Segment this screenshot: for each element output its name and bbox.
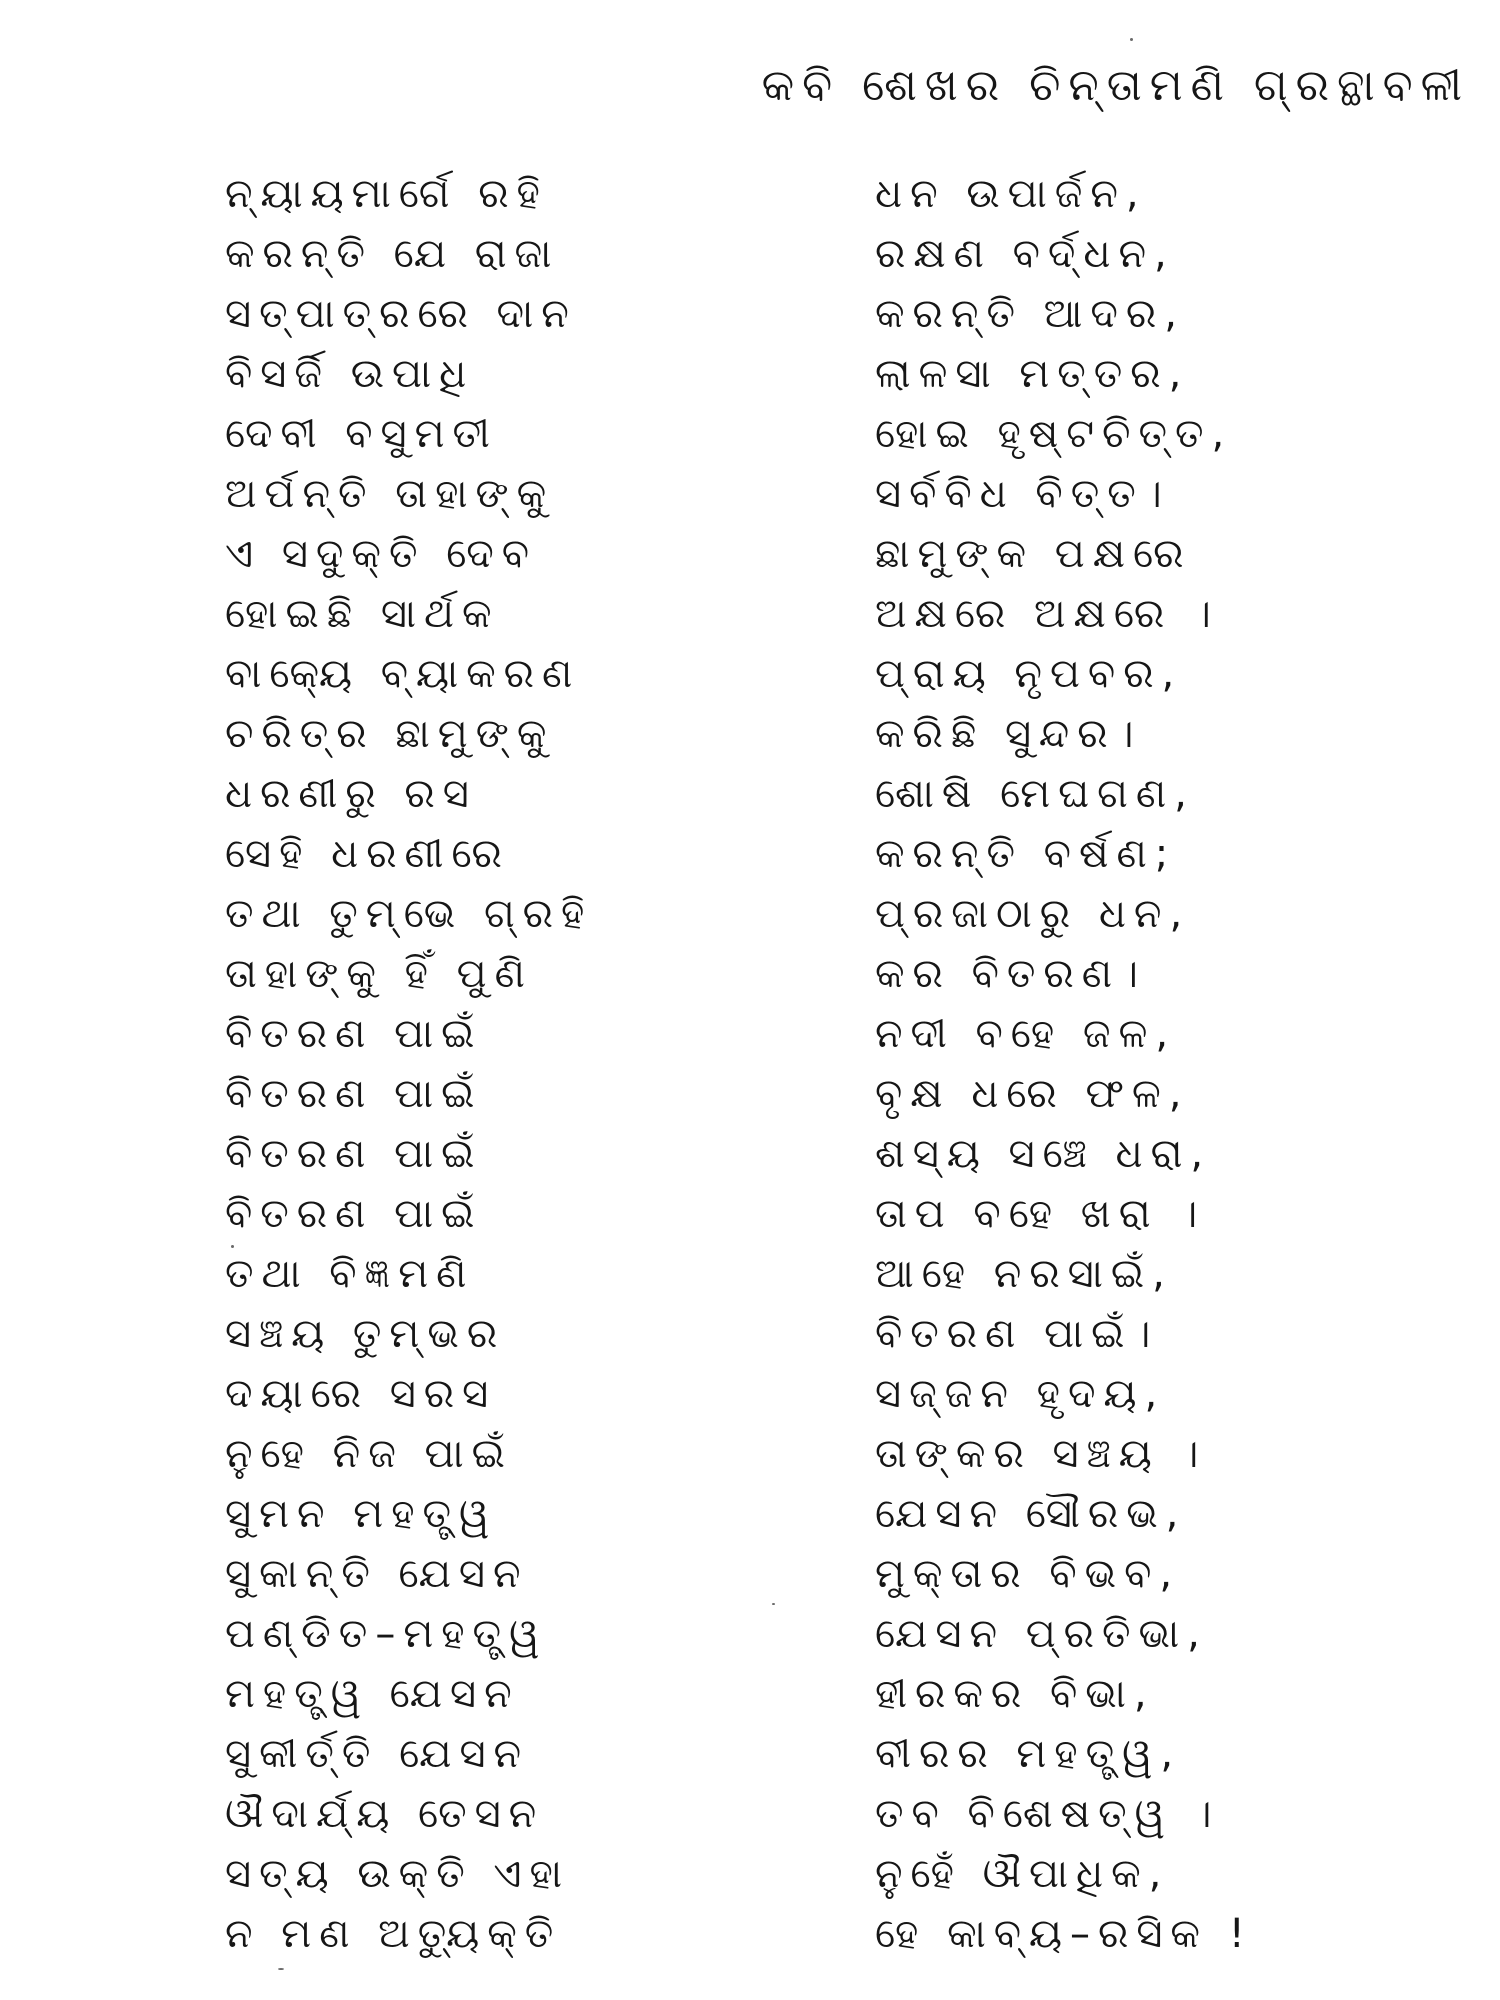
poem-line-second-half: ତାଙ୍କର ସଞ୍ଚୟ । bbox=[875, 1431, 1207, 1477]
poem-line bbox=[0, 164, 1500, 224]
poem-line-second-half: ଯେସନ ପ୍ରତିଭା, bbox=[875, 1611, 1208, 1657]
poem-line-second-half: ଶସ୍ୟ ସଞ୍ଚେ ଧରା, bbox=[875, 1131, 1212, 1177]
poem-line-first-half: ସତ୍‌ପାତ୍ରରେ ଦାନ bbox=[225, 291, 577, 337]
poem-line-first-half: ତାହାଙ୍କୁ ହିଁ ପୁଣି bbox=[225, 951, 533, 997]
poem-line-first-half: ନ ମଣ ଅତ୍ୟୁକ୍ତି bbox=[225, 1911, 562, 1957]
poem-line-second-half: ସର୍ବବିଧ ବିତ୍ତ। bbox=[875, 471, 1170, 517]
poem-line bbox=[0, 644, 1500, 704]
poem-line bbox=[0, 344, 1500, 404]
poem-line-second-half: କରନ୍ତି ବର୍ଷଣ; bbox=[875, 831, 1177, 877]
poem-line bbox=[0, 1904, 1500, 1964]
poem-line-second-half: ସଜ୍ଜନ ହୃଦୟ, bbox=[875, 1371, 1166, 1417]
poem-line bbox=[0, 1064, 1500, 1124]
poem-line-first-half: ଦେବୀ ବସୁମତୀ bbox=[225, 411, 498, 457]
poem-line-first-half: ବାକ୍ୟେ ବ୍ୟାକରଣ bbox=[225, 651, 581, 697]
poem-line-second-half: କର ବିତରଣ। bbox=[875, 951, 1146, 997]
poem-body bbox=[0, 164, 1500, 1964]
poem-line-first-half: ଏ ସଦୁକ୍ତି ଦେବ bbox=[225, 531, 538, 577]
poem-line-first-half: ତଥା ତୁମ୍ଭେ ଗ୍ରହି bbox=[225, 891, 593, 937]
poem-line bbox=[0, 824, 1500, 884]
poem-line-first-half: ହୋଇଛି ସାର୍ଥକ bbox=[225, 591, 500, 637]
poem-line-second-half: ନୁହେଁ ଔପାଧିକ, bbox=[875, 1851, 1170, 1897]
poem-line bbox=[0, 284, 1500, 344]
poem-line-second-half: ହୋଇ ହୃଷ୍ଟଚିତ୍ତ, bbox=[875, 411, 1233, 457]
poem-line bbox=[0, 1244, 1500, 1304]
poem-line bbox=[0, 1424, 1500, 1484]
poem-line-second-half: ତାପ ବହେ ଖରା । bbox=[875, 1191, 1206, 1237]
poem-line bbox=[0, 404, 1500, 464]
poem-line-second-half: ମୁକ୍ତାର ବିଭବ, bbox=[875, 1551, 1181, 1597]
poem-line-first-half: ବିତରଣ ପାଇଁ bbox=[225, 1071, 483, 1117]
running-header-title: କବି ଶେଖର ଚିନ୍ତାମଣି ଗ୍ରନ୍ଥାବଳୀ bbox=[761, 60, 1470, 111]
poem-line-second-half: ବୀରର ମହତ୍ତ୍ୱ, bbox=[875, 1731, 1182, 1777]
poem-line bbox=[0, 1364, 1500, 1424]
poem-line-second-half: ଆହେ ନରସାଇଁ, bbox=[875, 1251, 1173, 1297]
poem-line-first-half: ସେହି ଧରଣୀରେ bbox=[225, 831, 510, 877]
poem-line bbox=[0, 584, 1500, 644]
poem-line bbox=[0, 224, 1500, 284]
poem-line-first-half: ଅର୍ପନ୍ତି ତାହାଙ୍କୁ bbox=[225, 471, 555, 517]
poem-line-first-half: ଦୟାରେ ସରସ bbox=[225, 1371, 497, 1417]
poem-line-second-half: ଛାମୁଙ୍କ ପକ୍ଷରେ bbox=[875, 531, 1192, 577]
poem-line bbox=[0, 1184, 1500, 1244]
poem-line bbox=[0, 1004, 1500, 1064]
scan-speck bbox=[278, 1968, 284, 1970]
poem-line-second-half: ଯେସନ ସୌରଭ, bbox=[875, 1491, 1187, 1537]
poem-line bbox=[0, 1784, 1500, 1844]
poem-line-first-half: ପଣ୍ଡିତ–ମହତ୍ତ୍ୱ bbox=[225, 1611, 548, 1657]
poem-line-second-half: ପ୍ରଜାଠାରୁ ଧନ, bbox=[875, 891, 1191, 937]
poem-line-second-half: ହୀରକର ବିଭା, bbox=[875, 1671, 1155, 1717]
scan-speck bbox=[772, 1603, 775, 1605]
poem-line bbox=[0, 1484, 1500, 1544]
poem-line-second-half: କରିଛି ସୁନ୍ଦର। bbox=[875, 711, 1142, 757]
poem-line-first-half: ଧରଣୀରୁ ରସ bbox=[225, 771, 477, 817]
poem-line-first-half: ମହତ୍ତ୍ୱ ଯେସନ bbox=[225, 1671, 520, 1717]
scan-speck bbox=[1130, 38, 1133, 41]
poem-line-second-half: ବୃକ୍ଷ ଧରେ ଫଳ, bbox=[875, 1071, 1190, 1117]
poem-line-first-half: ବିତରଣ ପାଇଁ bbox=[225, 1191, 483, 1237]
poem-line bbox=[0, 764, 1500, 824]
poem-line-first-half: ଔଦାର୍ଯ୍ୟ ତେସନ bbox=[225, 1791, 545, 1837]
poem-line-first-half: ନ୍ୟାୟମାର୍ଗେ ରହି bbox=[225, 171, 548, 217]
poem-line-first-half: ବିତରଣ ପାଇଁ bbox=[225, 1011, 483, 1057]
poem-line bbox=[0, 1664, 1500, 1724]
poem-line bbox=[0, 1604, 1500, 1664]
poem-line-first-half: ସୁକାନ୍ତି ଯେସନ bbox=[225, 1551, 529, 1597]
poem-line-second-half: ଧନ ଉପାର୍ଜନ, bbox=[875, 171, 1147, 217]
poem-line-first-half: ନୁହେ ନିଜ ପାଇଁ bbox=[225, 1431, 513, 1477]
poem-line-second-half: ତବ ବିଶେଷତ୍ୱ । bbox=[875, 1791, 1220, 1837]
poem-line-first-half: ତଥା ବିଜ୍ଞମଣି bbox=[225, 1251, 475, 1297]
poem-line-first-half: ସୁମନ ମହତ୍ତ୍ୱ bbox=[225, 1491, 498, 1537]
poem-line bbox=[0, 1544, 1500, 1604]
poem-line-first-half: ବିତରଣ ପାଇଁ bbox=[225, 1131, 483, 1177]
poem-line-second-half: ନଦୀ ବହେ ଜଳ, bbox=[875, 1011, 1177, 1057]
poem-line-second-half: ଲାଳସା ମତ୍ତର, bbox=[875, 351, 1190, 397]
poem-line-second-half: ରକ୍ଷଣ ବର୍ଦ୍ଧନ, bbox=[875, 231, 1175, 277]
poem-line-second-half: କରନ୍ତି ଆଦର, bbox=[875, 291, 1185, 337]
poem-line bbox=[0, 1724, 1500, 1784]
poem-line-first-half: ସଞ୍ଚୟ ତୁମ୍ଭର bbox=[225, 1311, 506, 1357]
poem-line-second-half: ଅକ୍ଷରେ ଅକ୍ଷରେ । bbox=[875, 591, 1219, 637]
poem-line-second-half: ହେ କାବ୍ୟ–ରସିକ ! bbox=[875, 1911, 1253, 1957]
poem-line bbox=[0, 464, 1500, 524]
poem-line bbox=[0, 524, 1500, 584]
poem-line-second-half: ପ୍ରାୟ ନୃପବର, bbox=[875, 651, 1183, 697]
poem-line-second-half: ଶୋଷି ମେଘଗଣ, bbox=[875, 771, 1195, 817]
poem-line-first-half: ବିସର୍ଜି ଉପାଧି bbox=[225, 351, 475, 397]
poem-line bbox=[0, 1304, 1500, 1364]
poem-line-first-half: ଚରିତ୍ର ଛାମୁଙ୍କୁ bbox=[225, 711, 555, 757]
poem-line bbox=[0, 944, 1500, 1004]
poem-line-first-half: ସୁକୀର୍ତ୍ତି ଯେସନ bbox=[225, 1731, 530, 1777]
poem-line-first-half: କରନ୍ତି ଯେ ରାଜା bbox=[225, 231, 560, 277]
poem-line bbox=[0, 704, 1500, 764]
poem-line-second-half: ବିତରଣ ପାଇଁ। bbox=[875, 1311, 1159, 1357]
poem-line-first-half: ସତ୍ୟ ଉକ୍ତି ଏହା bbox=[225, 1851, 570, 1897]
poem-line bbox=[0, 884, 1500, 944]
scan-speck bbox=[231, 1245, 234, 1248]
poem-line bbox=[0, 1844, 1500, 1904]
poem-line bbox=[0, 1124, 1500, 1184]
